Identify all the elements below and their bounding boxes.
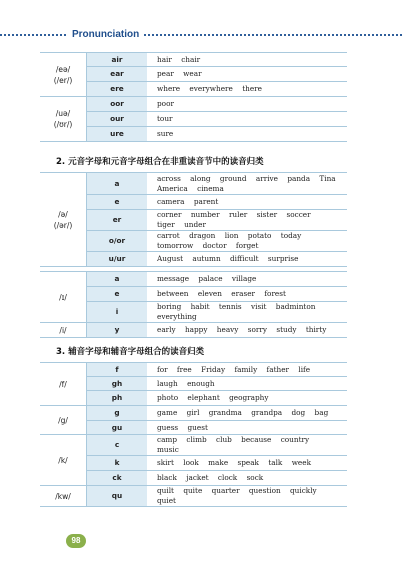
example-word: photo [157,393,179,402]
example-word: life [298,364,311,374]
example-word: tomorrow [157,241,194,250]
example-word: sorry [247,325,267,334]
example-word: jacket [186,473,209,482]
phonetic-symbol: /i/ [40,323,87,338]
example-word: because [241,435,272,444]
letter-combination: gh [87,377,148,391]
example-word: speak [237,458,259,467]
letter-combination: k [87,456,148,471]
example-word: look [183,458,199,467]
letter-combination: u/ur [87,252,148,267]
example-word: sock [246,473,264,482]
example-word: camera [157,197,185,206]
phonetic-symbol: /f/ [40,363,87,406]
table-row [40,377,347,391]
example-word: across [157,173,181,183]
phonetic-symbol: /g/ [40,406,87,435]
page-number: 98 [66,534,86,548]
section-3-title: 3. 辅音字母和辅音字母组合的读音归类 [56,347,205,357]
table-row [40,421,347,435]
example-word: badminton [275,302,316,311]
table-row [40,112,347,127]
letter-combination: g [87,406,148,421]
example-word: carrot [157,231,180,240]
letter-combination: er [87,210,148,231]
example-word: camp [157,435,178,444]
example-word: palace [198,274,223,283]
example-words [147,435,347,456]
example-word: everywhere [189,84,233,93]
header-dotted-rule [0,34,402,36]
letter-combination: qu [87,486,148,507]
example-word: grandpa [251,408,283,417]
phonetic-symbol: /kw/ [40,486,87,507]
example-word: quarter [211,486,240,495]
table-row [40,456,347,471]
phonetic-symbol: /eə/ (/er/) [40,53,87,97]
table-row [40,97,347,112]
table-row [40,391,347,406]
example-word: father [266,364,290,374]
letter-combination: i [87,302,148,323]
example-words [147,97,347,112]
example-word: country [280,435,310,444]
table-row [40,195,347,210]
phonetic-symbol: /ɪ/ [40,272,87,323]
example-word: sister [256,210,278,219]
example-word: hair [157,54,172,64]
table-row [40,272,347,287]
example-word: poor [157,99,174,108]
example-word: wear [183,69,202,78]
example-word: early [157,325,176,334]
example-word: there [242,84,262,93]
example-words [147,421,347,435]
example-words [147,252,347,267]
example-word: game [157,408,178,417]
example-word: difficult [230,254,259,263]
example-word: music [157,445,179,454]
letter-combination: a [87,272,148,287]
example-word: doctor [202,241,227,250]
example-words [147,231,347,252]
example-words [147,82,347,97]
example-word: girl [186,408,200,417]
example-word: thirty [305,325,327,334]
example-words [147,210,347,231]
phonetic-symbol: /ə/ (/ər/) [40,173,87,267]
example-word: happy [184,325,208,334]
example-words [147,456,347,471]
example-word: family [234,364,258,374]
table-row [40,363,347,377]
example-word: quickly [290,486,317,495]
example-word: message [157,274,190,283]
example-words [147,377,347,391]
example-word: sure [157,129,174,138]
section-2-title: 2. 元音字母和元音字母组合在非重读音节中的读音归类 [56,157,264,167]
example-word: skirt [157,458,174,467]
example-words [147,391,347,406]
example-word: pear [157,69,174,78]
example-word: eleven [197,289,222,298]
example-word: chair [181,54,201,64]
example-word: quite [183,486,203,495]
page-header [0,28,402,42]
table-row [40,435,347,456]
example-word: eraser [231,289,256,298]
example-word: Friday [201,364,226,374]
letter-combination: gu [87,421,148,435]
example-word: enough [187,378,215,388]
letter-combination: f [87,363,148,377]
table-short-i [40,271,347,338]
example-word: tennis [218,302,242,311]
letter-combination: ph [87,391,148,406]
example-word: elephant [187,393,220,402]
example-words [147,272,347,287]
example-word: between [157,289,189,298]
example-word: where [157,84,181,93]
example-word: tiger [157,220,175,229]
example-word: geography [229,393,269,402]
table-unstressed-vowels [40,172,347,267]
table-row [40,252,347,267]
example-word: week [291,458,311,467]
example-word: guess [157,422,179,432]
example-word: ruler [228,210,248,219]
letter-combination: e [87,195,148,210]
example-word: quilt [157,486,174,495]
example-word: tour [157,114,173,123]
table-row [40,53,347,67]
example-word: climb [186,435,207,444]
letter-combination: ck [87,471,148,486]
example-word: autumn [192,254,221,263]
table-row [40,486,347,507]
header-title: Pronunciation [68,28,143,42]
example-word: guest [187,422,208,432]
example-word: forget [235,241,259,250]
example-word: bag [314,408,329,417]
example-word: study [276,325,297,334]
example-word: village [231,274,257,283]
example-words [147,195,347,210]
example-words [147,302,347,323]
table-row [40,127,347,142]
example-word: America [157,183,188,193]
table-row [40,471,347,486]
letter-combination: o/or [87,231,148,252]
letter-combination: oor [87,97,148,112]
letter-combination: ere [87,82,148,97]
table-row [40,82,347,97]
letter-combination: air [87,53,148,67]
example-words [147,323,347,338]
table-vowel-r-combinations [40,52,347,142]
example-words [147,406,347,421]
example-word: number [190,210,220,219]
table-row [40,287,347,302]
letter-combination: e [87,287,148,302]
example-word: club [216,435,232,444]
example-word: dragon [189,231,216,240]
example-words [147,471,347,486]
example-word: along [190,173,211,183]
table-row [40,406,347,421]
phonetic-symbol: /uə/ (/ʊr/) [40,97,87,142]
example-words [147,363,347,377]
example-word: free [176,364,192,374]
example-word: parent [193,197,219,206]
letter-combination: our [87,112,148,127]
example-word: ground [219,173,247,183]
example-word: black [157,473,177,482]
example-word: Tina [319,173,336,183]
letter-combination: ure [87,127,148,142]
example-word: August [157,254,184,263]
example-word: surprise [267,254,299,263]
example-word: visit [250,302,267,311]
letter-combination: a [87,173,148,195]
table-row [40,210,347,231]
example-word: cinema [197,183,224,193]
example-word: grandma [208,408,242,417]
example-word: make [208,458,229,467]
table-row [40,67,347,82]
example-word: habit [190,302,210,311]
example-word: for [157,364,168,374]
example-word: laugh [157,378,178,388]
letter-combination: y [87,323,148,338]
table-row [40,302,347,323]
example-word: everything [157,312,197,321]
example-word: under [184,220,206,229]
example-words [147,112,347,127]
example-word: quiet [157,496,176,505]
table-row [40,323,347,338]
example-word: forest [264,289,286,298]
example-words [147,53,347,67]
example-word: today [280,231,302,240]
example-word: boring [157,302,182,311]
phonetic-symbol: /k/ [40,435,87,486]
example-word: question [248,486,281,495]
example-words [147,173,347,195]
example-word: arrive [255,173,278,183]
example-words [147,127,347,142]
example-word: corner [157,210,182,219]
table-row [40,173,347,195]
example-words [147,287,347,302]
table-consonants [40,362,347,507]
example-word: panda [287,173,311,183]
example-word: talk [268,458,283,467]
example-words [147,486,347,507]
table-row [40,231,347,252]
example-word: potato [247,231,272,240]
example-word: soccer [286,210,311,219]
example-word: clock [217,473,238,482]
example-words [147,67,347,82]
letter-combination: c [87,435,148,456]
example-word: heavy [216,325,239,334]
example-word: dog [291,408,306,417]
example-word: lion [224,231,239,240]
letter-combination: ear [87,67,148,82]
